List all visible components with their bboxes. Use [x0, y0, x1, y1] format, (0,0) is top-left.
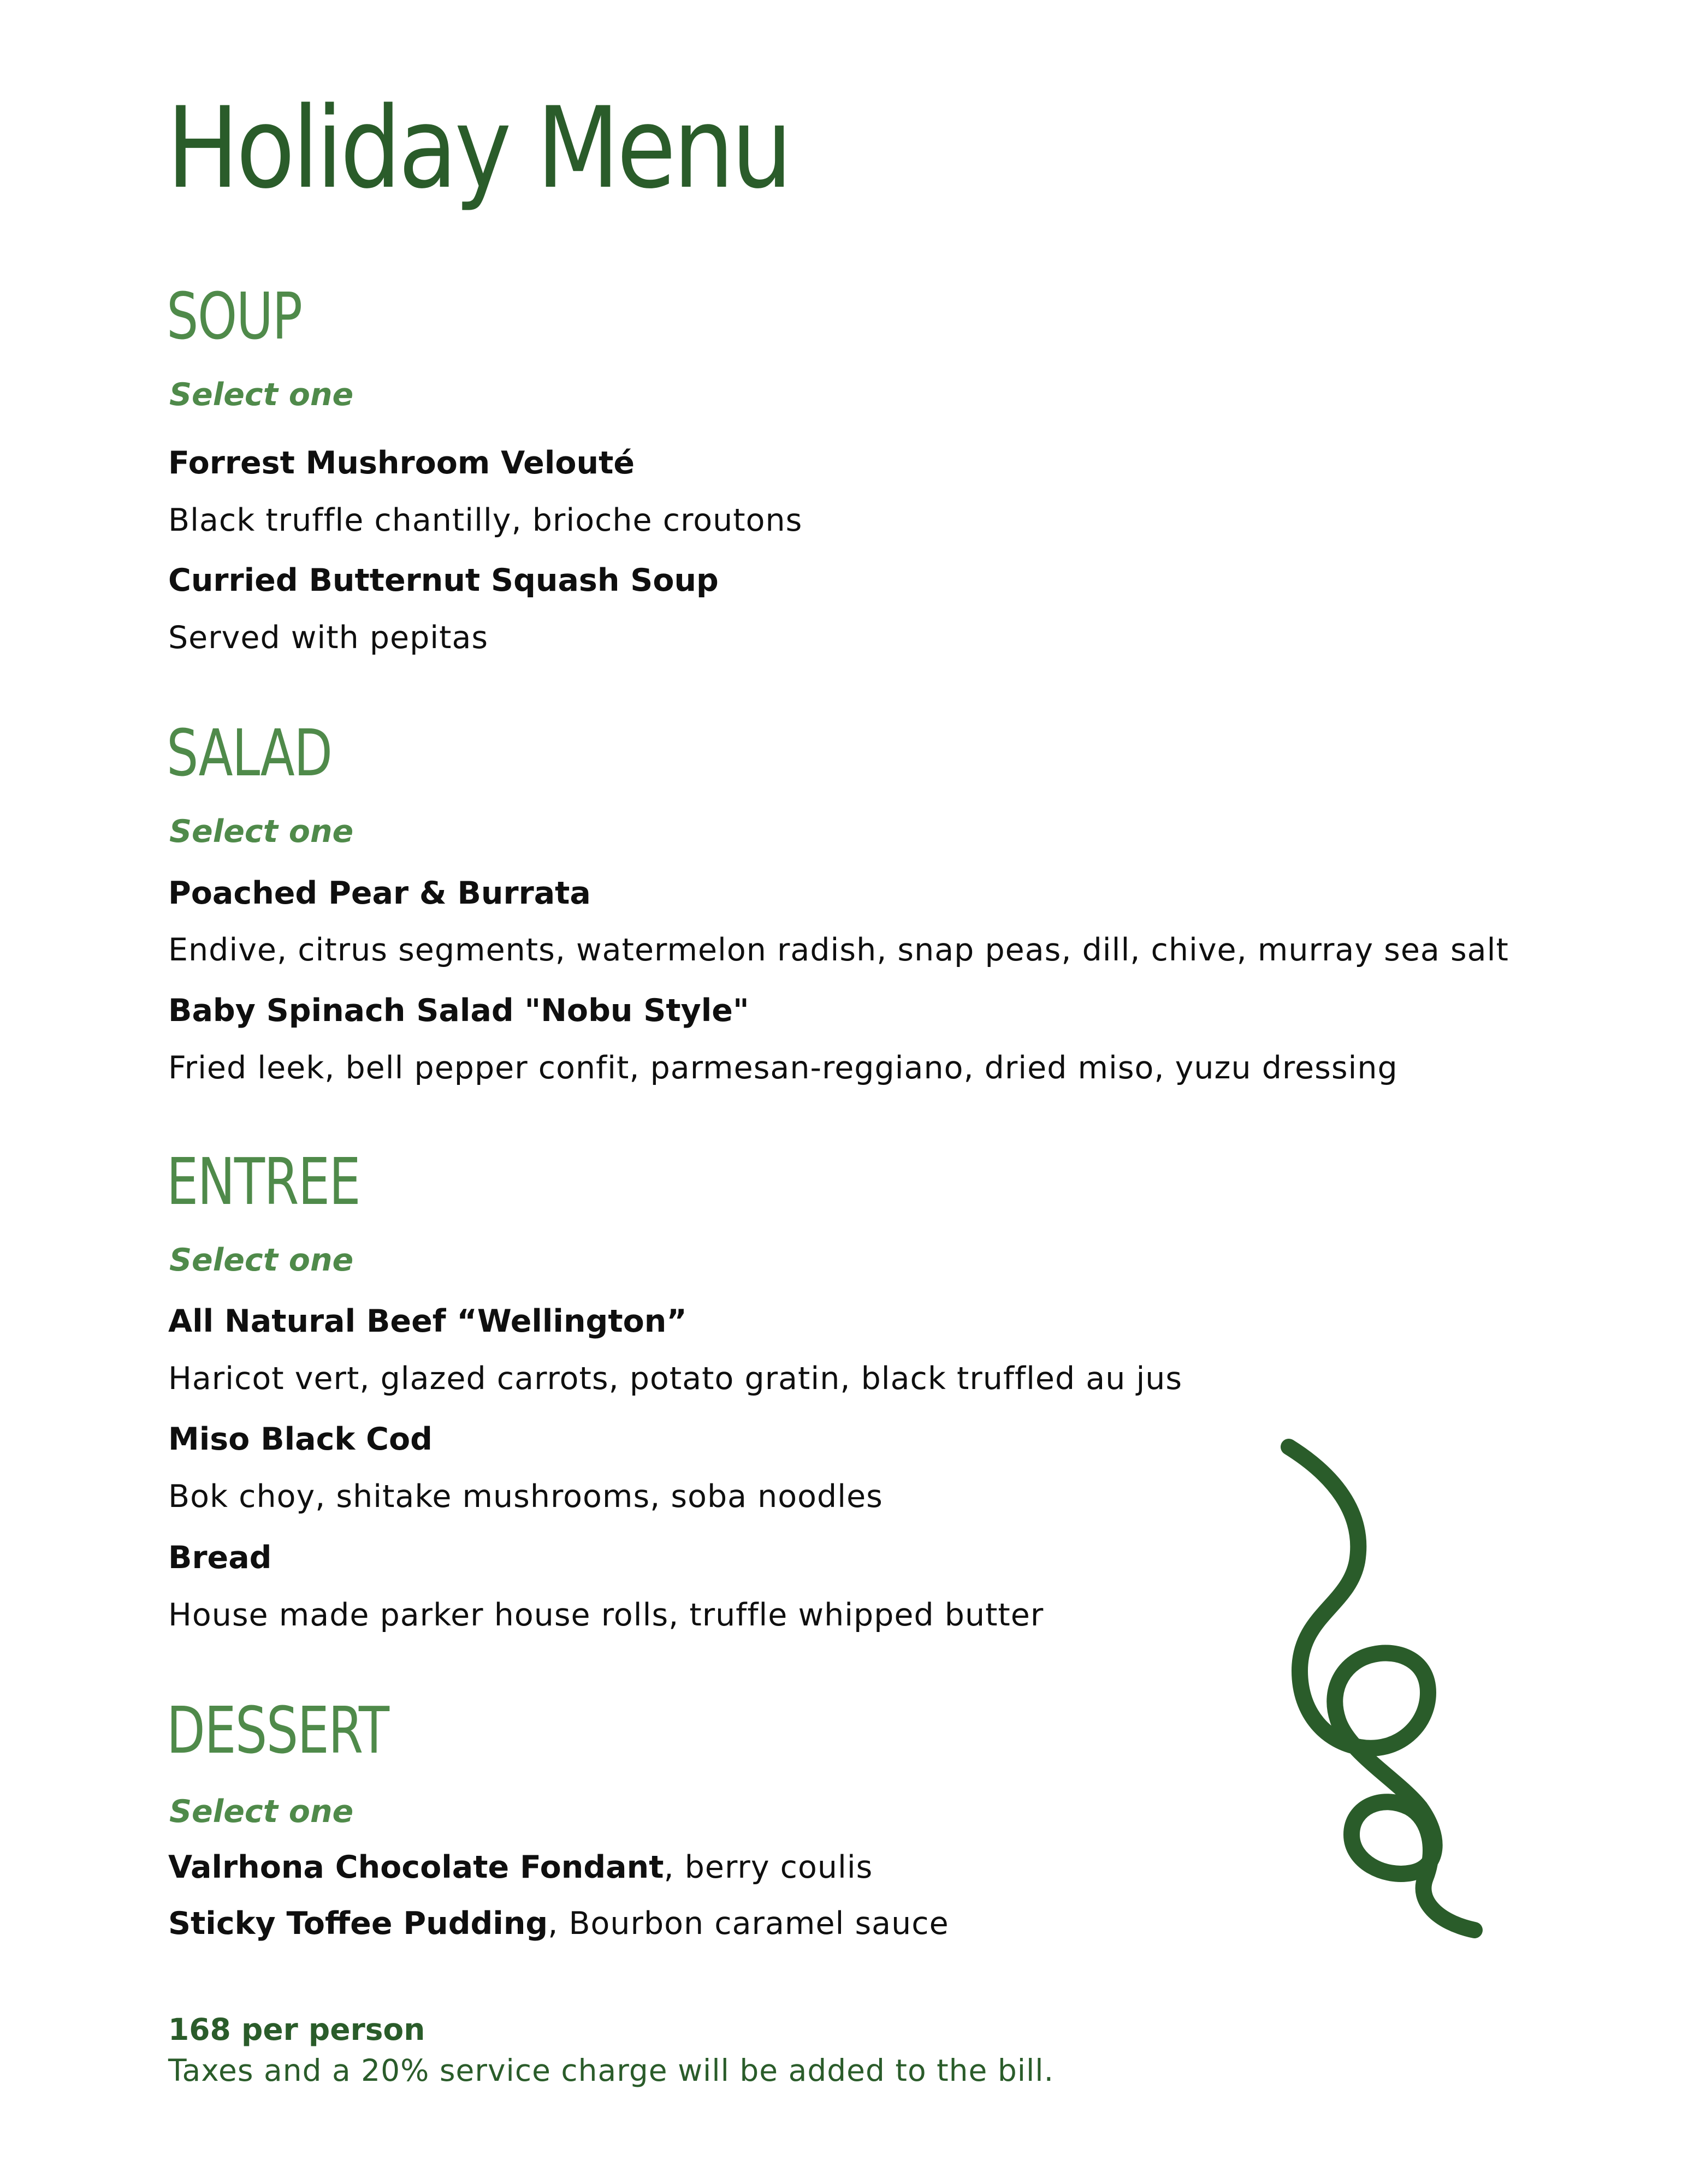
item-name: Miso Black Cod — [168, 1421, 433, 1457]
select-note-salad: Select one — [169, 814, 354, 850]
item-name: Curried Butternut Squash Soup — [168, 562, 719, 598]
section-heading-soup: SOUP — [167, 278, 302, 354]
item-description: Bok choy, shitake mushrooms, soba noodles — [168, 1479, 883, 1515]
item-name: Forrest Mushroom Velouté — [168, 445, 635, 481]
item-name: Baby Spinach Salad "Nobu Style" — [168, 993, 749, 1029]
dessert-item — [168, 1906, 949, 1942]
item-description: Endive, citrus segments, watermelon radish, snap peas, dill, chive, murray sea salt — [168, 932, 1509, 968]
item-description: , berry coulis — [664, 1849, 873, 1885]
page-title: Holiday Menu — [167, 84, 790, 213]
item-description: Served with pepitas — [168, 620, 489, 656]
item-description: House made parker house rolls, truffle whipped butter — [168, 1597, 1044, 1633]
price-per-person: 168 per person — [168, 2012, 425, 2047]
item-description: Haricot vert, glazed carrots, potato gratin, black truffled au jus — [168, 1361, 1183, 1397]
item-description: Fried leek, bell pepper confit, parmesan-reggiano, dried miso, yuzu dressing — [168, 1050, 1398, 1086]
item-name: Valrhona Chocolate Fondant — [168, 1849, 664, 1885]
section-heading-dessert: DESSERT — [167, 1693, 389, 1768]
swirl-stroke — [1289, 1447, 1474, 1930]
select-note-entree: Select one — [169, 1242, 354, 1278]
select-note-soup: Select one — [169, 377, 354, 413]
item-name: Sticky Toffee Pudding — [168, 1906, 548, 1942]
item-description: Black truffle chantilly, brioche croutons — [168, 502, 803, 538]
item-description: , Bourbon caramel sauce — [548, 1906, 949, 1942]
select-note-dessert: Select one — [169, 1794, 354, 1830]
section-heading-entree: ENTREE — [167, 1144, 360, 1219]
item-name: Bread — [168, 1540, 272, 1576]
swirl-icon — [1256, 1431, 1485, 1949]
item-name: Poached Pear & Burrata — [168, 875, 591, 911]
tax-note: Taxes and a 20% service charge will be added to the bill. — [168, 2053, 1055, 2088]
section-heading-salad: SALAD — [167, 715, 332, 791]
item-name: All Natural Beef “Wellington” — [168, 1303, 687, 1339]
dessert-item — [168, 1849, 873, 1885]
